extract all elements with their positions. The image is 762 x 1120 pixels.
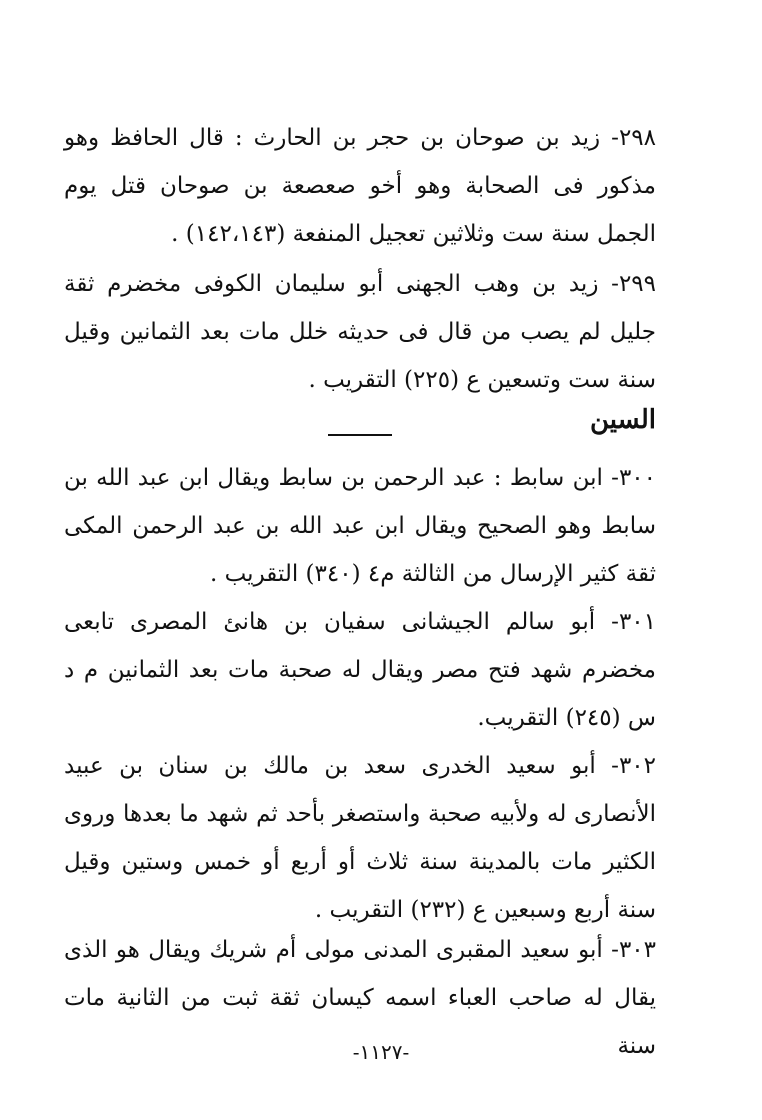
section-heading	[64, 396, 656, 436]
entry-299: ٢٩٩- زيد بن وهب الجهنى أبو سليمان الكوفى مخضرم ثقة جليل لم يصب من قال فى حديثه خلل مات بعد الثمانين وقيل سنة ست وتسعين ع (٢٢٥) التقريب .	[64, 271, 656, 393]
section-heading-text: السين	[590, 405, 656, 435]
heading-underline	[328, 434, 392, 436]
page-number: -١١٢٧-	[352, 1040, 410, 1064]
entry-300: ٣٠٠- ابن سابط : عبد الرحمن بن سابط ويقال ابن عبد الله بن سابط وهو الصحيح ويقال ابن عبد الله بن عبد الرحمن المكى ثقة كثير الإرسال من الثالثة م٤ (٣٤٠) التقريب .	[64, 465, 656, 587]
entry-298: ٢٩٨- زيد بن صوحان بن حجر بن الحارث : قال الحافظ وهو مذكور فى الصحابة وهو أخو صعصعة بن صوحان قتل يوم الجمل سنة ست وثلاثين تعجيل المنفعة (١٤٢،١٤٣) .	[64, 125, 656, 247]
entry-301: ٣٠١- أبو سالم الجيشانى سفيان بن هانئ المصرى تابعى مخضرم شهد فتح مصر ويقال له صحبة مات بعد الثمانين م د س (٢٤٥) التقريب.	[64, 609, 656, 731]
entry-303: ٣٠٣- أبو سعيد المقبرى المدنى مولى أم شريك ويقال هو الذى يقال له صاحب العباء اسمه كيسان ثقة ثبت من الثانية مات سنة	[64, 937, 656, 1059]
entry-302: ٣٠٢- أبو سعيد الخدرى سعد بن مالك بن سنان بن عبيد الأنصارى له ولأبيه صحبة واستصغر بأحد ثم شهد ما بعدها وروى الكثير مات بالمدينة سنة ثلاث أو أربع أو خمس وستين وقيل سنة أربع وسبعين ع (٢٣٢) التقريب .	[64, 753, 656, 923]
